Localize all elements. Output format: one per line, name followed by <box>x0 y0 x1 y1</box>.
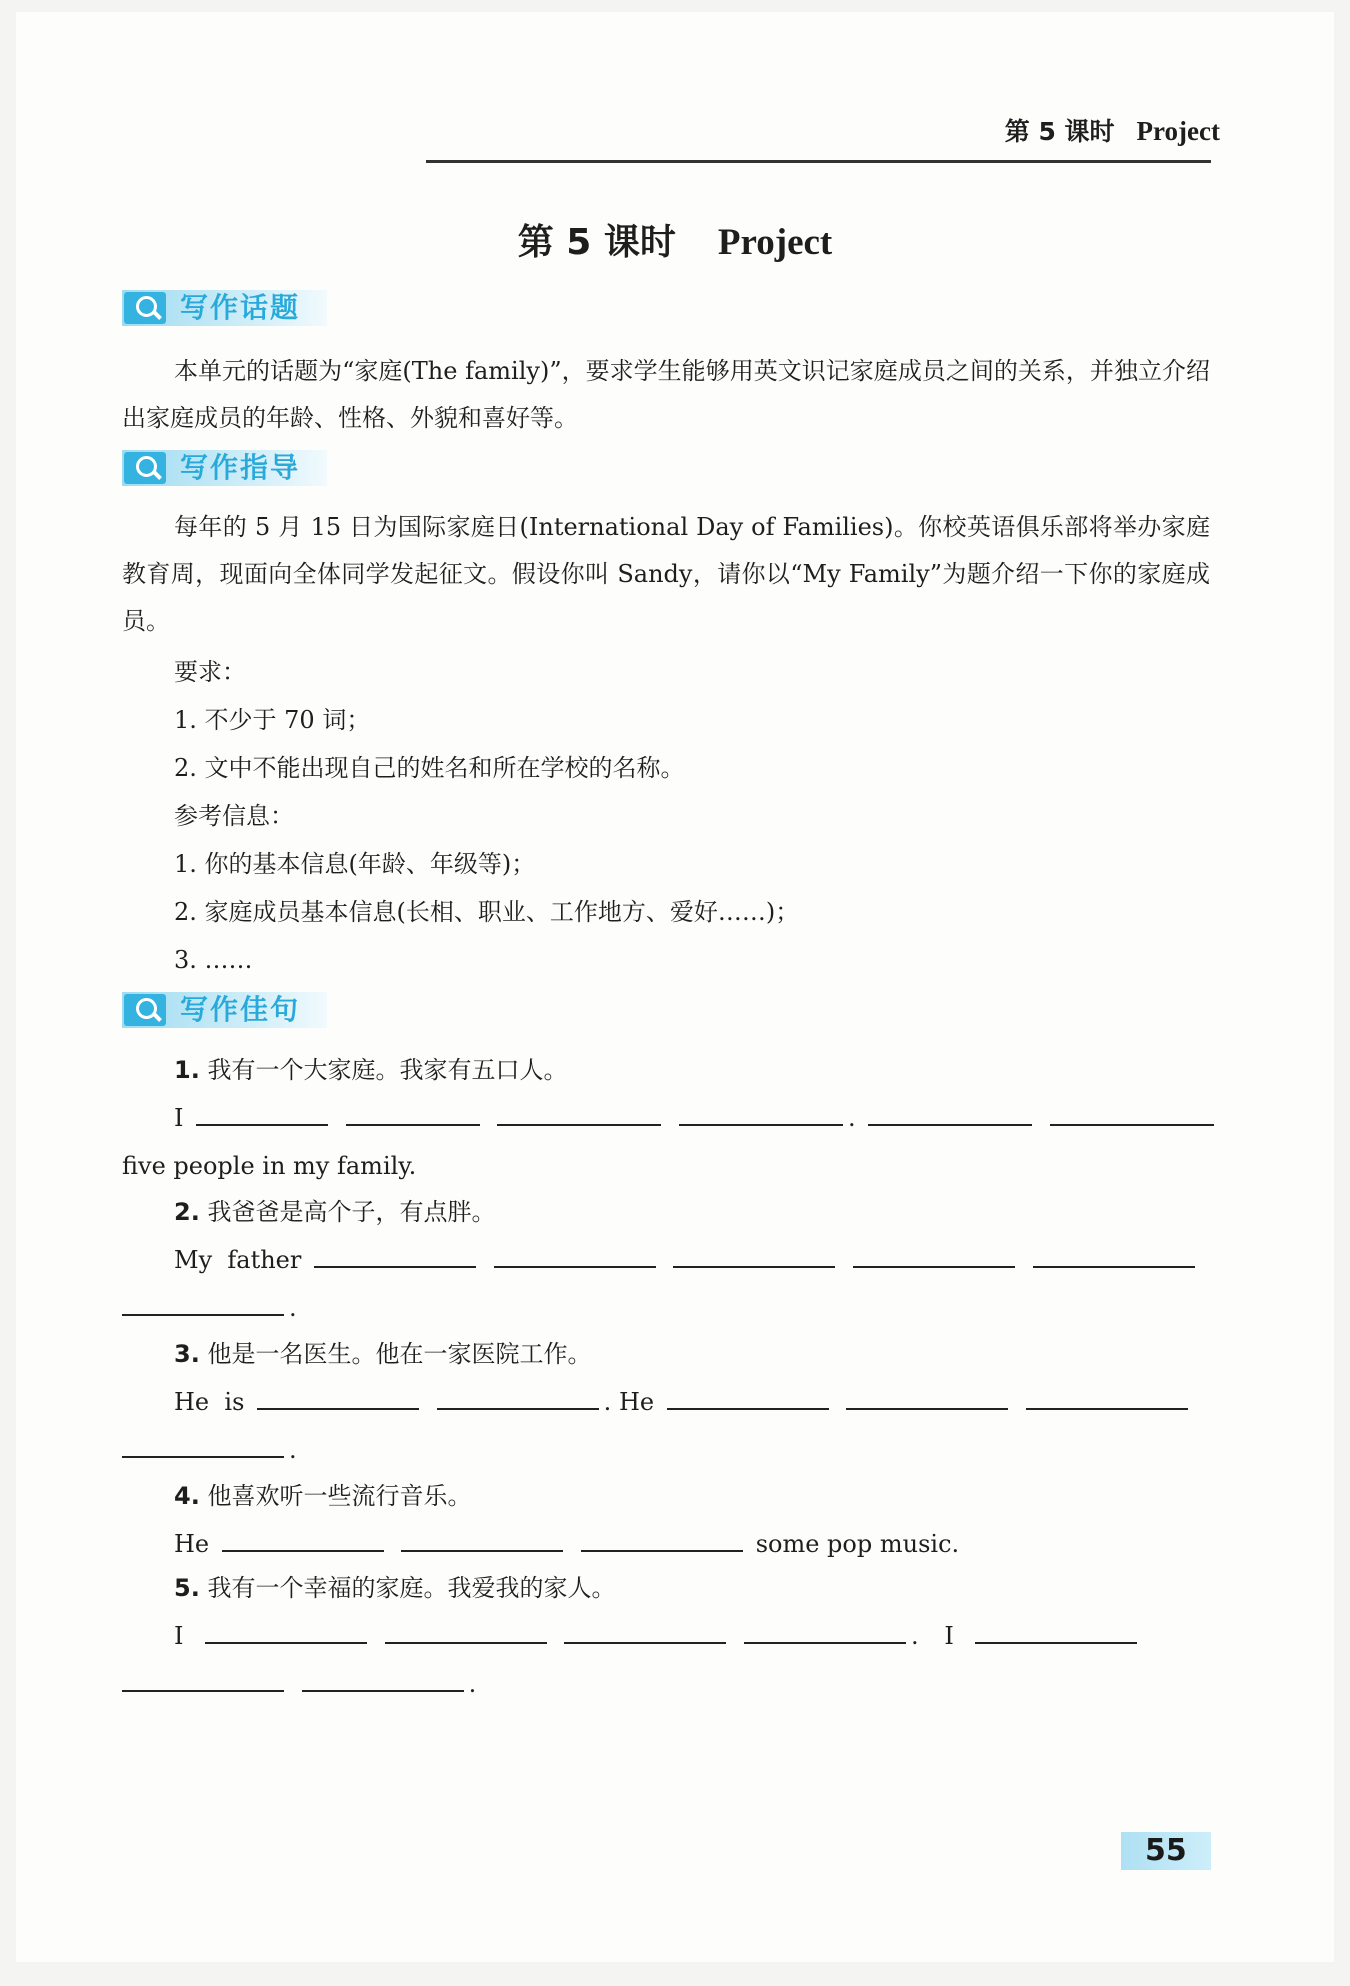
workbook-page <box>16 12 1334 1962</box>
running-header-en: Project <box>1136 116 1220 146</box>
answer-line-2-cont: . <box>122 1288 297 1328</box>
answer-blank[interactable] <box>346 1102 480 1126</box>
answer-blank[interactable] <box>205 1620 367 1644</box>
section-badge-sentences <box>122 990 327 1030</box>
answer-blank[interactable] <box>222 1528 384 1552</box>
answer-blank[interactable] <box>385 1620 547 1644</box>
magnifier-icon <box>124 452 166 484</box>
answer-blank[interactable] <box>122 1292 284 1316</box>
section-label-topic: 写作话题 <box>180 291 301 324</box>
question-2: 2. 我爸爸是高个子，有点胖。 <box>174 1198 496 1226</box>
answer-blank[interactable] <box>581 1528 743 1552</box>
answer-line-3: He is . He <box>174 1382 1193 1422</box>
section-badge-guide <box>122 448 327 488</box>
answer-blank[interactable] <box>302 1668 464 1692</box>
requirement-item: 1. 不少于 70 词； <box>174 706 371 734</box>
answer-blank[interactable] <box>1026 1386 1188 1410</box>
reference-item: 1. 你的基本信息(年龄、年级等)； <box>174 850 536 878</box>
running-header <box>1005 112 1220 148</box>
answer-blank[interactable] <box>497 1102 661 1126</box>
header-rule <box>426 160 1211 163</box>
page-number-badge <box>1121 1832 1211 1870</box>
title-en: Project <box>717 222 833 263</box>
answer-blank[interactable] <box>494 1244 656 1268</box>
section-label-sentences: 写作佳句 <box>180 993 301 1026</box>
section-badge-topic <box>122 288 327 328</box>
question-4: 4. 他喜欢听一些流行音乐。 <box>174 1482 472 1510</box>
answer-blank[interactable] <box>314 1244 476 1268</box>
answer-line-3-cont: . <box>122 1430 297 1470</box>
answer-blank[interactable] <box>437 1386 599 1410</box>
answer-blank[interactable] <box>667 1386 829 1410</box>
page-number: 55 <box>1145 1833 1187 1868</box>
answer-blank[interactable] <box>257 1386 419 1410</box>
answer-blank[interactable] <box>1050 1102 1214 1126</box>
answer-line-1-cont: five people in my family. <box>122 1152 417 1180</box>
question-1: 1. 我有一个大家庭。我家有五口人。 <box>174 1056 568 1084</box>
answer-blank[interactable] <box>679 1102 843 1126</box>
reference-item: 3. …… <box>174 946 253 974</box>
answer-line-2: My father <box>174 1240 1200 1280</box>
title-cn: 第 5 课时 <box>517 222 676 263</box>
answer-blank[interactable] <box>853 1244 1015 1268</box>
answer-blank[interactable] <box>122 1434 284 1458</box>
answer-blank[interactable] <box>564 1620 726 1644</box>
answer-blank[interactable] <box>196 1102 328 1126</box>
answer-line-4: He some pop music. <box>174 1530 960 1558</box>
reference-item: 2. 家庭成员基本信息(长相、职业、工作地方、爱好……)； <box>174 898 800 926</box>
question-3: 3. 他是一名医生。他在一家医院工作。 <box>174 1340 592 1368</box>
page-title <box>16 214 1334 265</box>
answer-blank[interactable] <box>401 1528 563 1552</box>
requirement-item: 2. 文中不能出现自己的姓名和所在学校的名称。 <box>174 754 685 782</box>
answer-line-5-cont: . <box>122 1664 476 1704</box>
answer-blank[interactable] <box>868 1102 1032 1126</box>
answer-blank[interactable] <box>673 1244 835 1268</box>
answer-line-1: I . <box>174 1098 1219 1138</box>
section-label-guide: 写作指导 <box>180 451 301 484</box>
answer-blank[interactable] <box>846 1386 1008 1410</box>
requirements-heading: 要求： <box>174 658 246 686</box>
answer-blank[interactable] <box>1033 1244 1195 1268</box>
magnifier-icon <box>124 994 166 1026</box>
guide-paragraph: 每年的 5 月 15 日为国际家庭日(International Day of Families)。你校英语俱乐部将举办家庭教育周，现面向全体同学发起征文。假设你叫 Sandy，请你以“My Family”为题介绍一下你的家庭成员。 <box>122 513 1210 635</box>
magnifier-icon <box>124 292 166 324</box>
answer-blank[interactable] <box>975 1620 1137 1644</box>
topic-paragraph: 本单元的话题为“家庭(The family)”，要求学生能够用英文识记家庭成员之间的关系，并独立介绍出家庭成员的年龄、性格、外貌和喜好等。 <box>122 357 1210 432</box>
answer-blank[interactable] <box>744 1620 906 1644</box>
question-5: 5. 我有一个幸福的家庭。我爱我的家人。 <box>174 1574 616 1602</box>
reference-heading: 参考信息： <box>174 802 294 830</box>
answer-blank[interactable] <box>122 1668 284 1692</box>
answer-line-5: I . I <box>174 1616 1142 1656</box>
running-header-cn: 第 5 课时 <box>1004 117 1115 146</box>
